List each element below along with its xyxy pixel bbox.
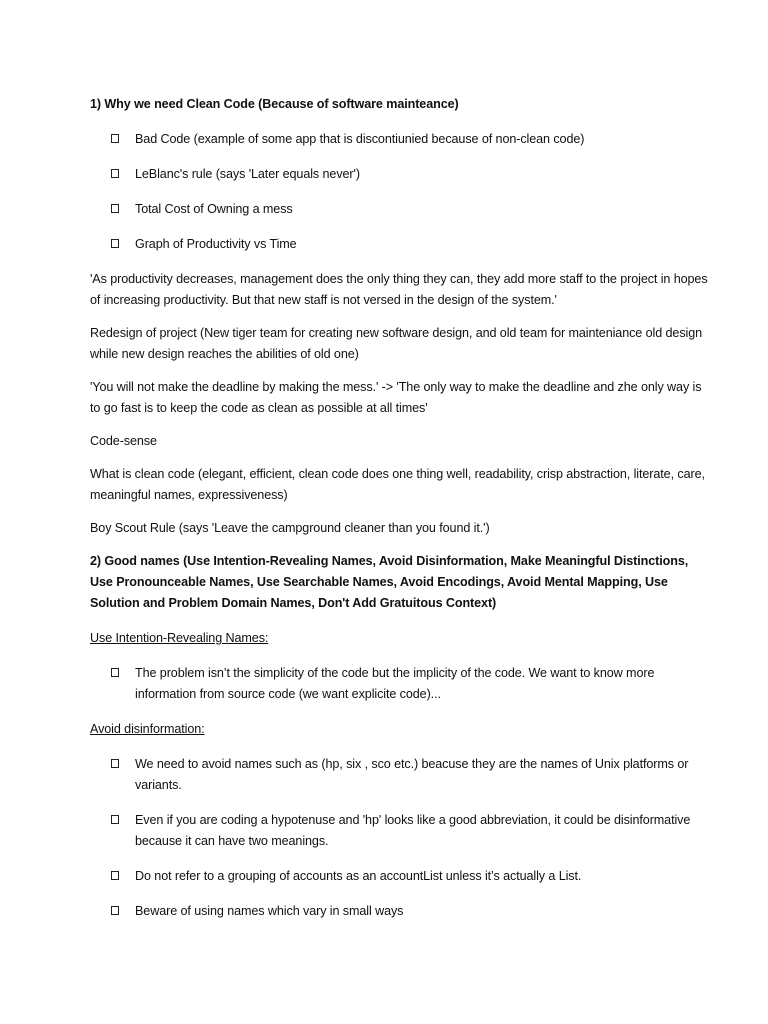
avoid-disinformation-title: Avoid disinformation: — [90, 722, 205, 736]
checkbox-square-icon — [111, 906, 119, 915]
bullet-text: Bad Code (example of some app that is discontiunied because of non-clean code) — [135, 132, 585, 146]
list-item — [90, 810, 708, 852]
bullet-text: We need to avoid names such as (hp, six , sco etc.) beacuse they are the names of Unix platforms or variants. — [135, 757, 689, 792]
boy-scout-rule: Boy Scout Rule (says 'Leave the campground cleaner than you found it.') — [90, 521, 490, 535]
disinformation-bullet-list — [90, 754, 708, 922]
productivity-quote: 'As productivity decreases, management does the only thing they can, they add more staff to the project in hopes of increasing productivity. But that new staff is not versed in the design of the system.' — [90, 272, 708, 307]
list-item — [90, 866, 708, 887]
section-2-heading: 2) Good names (Use Intention-Revealing Names, Avoid Disinformation, Make Meaningful Distinctions, Use Pronounceable Names, Use Searchable Names, Avoid Encodings, Avoid Mental Mapping, Use Solution and Problem Domain Names, Don't Add Gratuitous Context) — [90, 554, 689, 610]
list-item — [90, 199, 708, 220]
section-1-bullet-list — [90, 129, 708, 255]
list-item — [90, 164, 708, 185]
list-item — [90, 129, 708, 150]
checkbox-square-icon — [111, 668, 119, 677]
checkbox-square-icon — [111, 134, 119, 143]
bullet-text: Beware of using names which vary in small ways — [135, 904, 404, 918]
checkbox-square-icon — [111, 239, 119, 248]
list-item — [90, 234, 708, 255]
list-item — [90, 754, 708, 796]
clean-code-definition: What is clean code (elegant, efficient, clean code does one thing well, readability, crisp abstraction, literate, care, meaningful names, expressiveness) — [90, 467, 705, 502]
bullet-text: Even if you are coding a hypotenuse and 'hp' looks like a good abbreviation, it could be disinformative because it can have two meanings. — [135, 813, 691, 848]
deadline-quote: 'You will not make the deadline by making the mess.' -> 'The only way to make the deadline and zhe only way is to go fast is to keep the code as clean as possible at all times' — [90, 380, 702, 415]
bullet-text: The problem isn’t the simplicity of the code but the implicity of the code. We want to know more information from source code (we want explicite code)... — [135, 666, 655, 701]
list-item — [90, 901, 708, 922]
checkbox-square-icon — [111, 759, 119, 768]
checkbox-square-icon — [111, 169, 119, 178]
checkbox-square-icon — [111, 815, 119, 824]
bullet-text: Total Cost of Owning a mess — [135, 202, 293, 216]
bullet-text: Graph of Productivity vs Time — [135, 237, 297, 251]
bullet-text: LeBlanc's rule (says 'Later equals never') — [135, 167, 360, 181]
intention-bullet-list — [90, 663, 708, 705]
code-sense-line: Code-sense — [90, 434, 157, 448]
list-item — [90, 663, 708, 705]
checkbox-square-icon — [111, 871, 119, 880]
bullet-text: Do not refer to a grouping of accounts as an accountList unless it’s actually a List. — [135, 869, 582, 883]
intention-revealing-title: Use Intention-Revealing Names: — [90, 631, 269, 645]
checkbox-square-icon — [111, 204, 119, 213]
redesign-paragraph: Redesign of project (New tiger team for creating new software design, and old team for mainteniance old design while new design reaches the abilities of old one) — [90, 326, 703, 361]
section-1-heading: 1) Why we need Clean Code (Because of software mainteance) — [90, 97, 459, 111]
